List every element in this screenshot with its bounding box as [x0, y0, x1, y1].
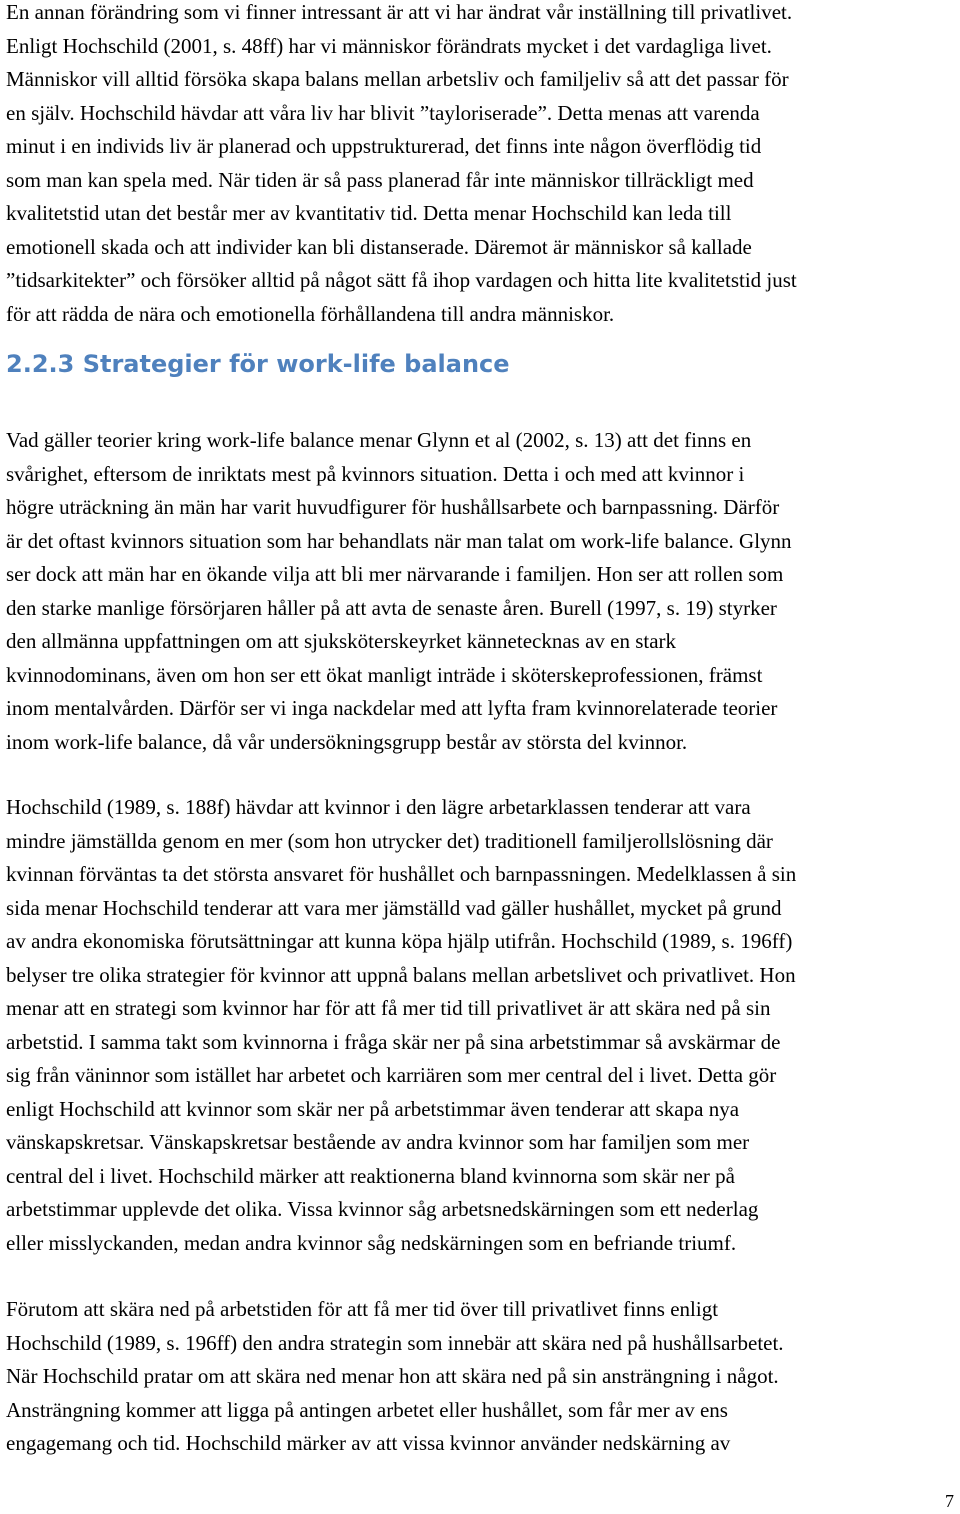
text-line: Hochschild (1989, s. 196ff) den andra strategin som innebär att skära ned på hushållsarbetet. — [6, 1330, 784, 1355]
text-line: Förutom att skära ned på arbetstiden för att få mer tid över till privatlivet finns enligt — [6, 1297, 719, 1321]
text-line: en själv. Hochschild hävdar att våra liv har blivit ”tayloriserade”. Detta menas att varenda — [6, 100, 760, 125]
paragraph-hochschild-hushall — [6, 1293, 784, 1461]
text-line: den allmänna uppfattningen om att sjuksköterskeyrket kännetecknas av en stark — [6, 629, 677, 653]
text-line: Vad gäller teorier kring work-life balance menar Glynn et al (2002, s. 13) att det finns en — [6, 428, 752, 452]
text-line: enligt Hochschild att kvinnor som skär ner på arbetstimmar även tenderar att skapa nya — [6, 1096, 740, 1121]
text-line: sig från väninnor som istället har arbetet och karriären som mer central del i livet. Detta gör — [6, 1063, 777, 1087]
text-line: central del i livet. Hochschild märker att reaktionerna bland kvinnorna som skär ner på — [6, 1163, 735, 1188]
text-line: minut i en individs liv är planerad och uppstrukturerad, det finns inte någon överflödig tid — [6, 134, 762, 158]
text-line: arbetstid. I samma takt som kvinnorna i fråga skär ner på sina arbetstimmar så avskärmar de — [6, 1029, 781, 1054]
text-line: kvinnan förväntas ta det största ansvaret för hushållet och barnpassningen. Medelklassen å sin — [6, 862, 797, 886]
text-line: mindre jämställda genom en mer (som hon utrycker det) traditionell familjerollslösning där — [6, 828, 773, 853]
text-line: engagemang och tid. Hochschild märker av att vissa kvinnor använder nedskärning av — [6, 1431, 731, 1455]
text-line: för att rädda de nära och emotionella förhållandena till andra människor. — [6, 301, 615, 326]
text-line: arbetstimmar upplevde det olika. Vissa kvinnor såg arbetsnedskärningen som ett nederlag — [6, 1197, 759, 1221]
text-line: eller misslyckanden, medan andra kvinnor såg nedskärningen som en befriande triumf. — [6, 1230, 737, 1255]
text-line: Människor vill alltid försöka skapa balans mellan arbetsliv och familjeliv så att det passar för — [6, 67, 789, 91]
text-line: vänskapskretsar. Vänskapskretsar bestående av andra kvinnor som har familjen som mer — [6, 1130, 750, 1154]
text-line: En annan förändring som vi finner intressant är att vi har ändrat vår inställning till privatlivet. — [6, 0, 793, 24]
text-line: Ansträngning kommer att ligga på antingen arbetet eller hushållet, som får mer av ens — [6, 1397, 728, 1422]
text-line: kvinnodominans, även om hon ser ett ökat manligt inträde i sköterskeprofessionen, främst — [6, 662, 763, 687]
text-line: ser dock att män har en ökande vilja att bli mer närvarande i familjen. Hon ser att rollen som — [6, 562, 784, 586]
text-line: sida menar Hochschild tenderar att vara mer jämställd vad gäller hushållet, mycket på grund — [6, 895, 782, 920]
page-number: 7 — [945, 1491, 954, 1511]
text-line: Enligt Hochschild (2001, s. 48ff) har vi människor förändrats mycket i det vardagliga livet. — [6, 33, 772, 58]
section-heading: 2.2.3 Strategier för work-life balance — [6, 350, 510, 378]
text-line: svårighet, eftersom de inriktats mest på kvinnors situation. Detta i och med att kvinnor i — [6, 461, 745, 486]
text-line: emotionell skada och att individer kan bli distanserade. Däremot är människor så kallade — [6, 234, 752, 259]
text-line: som man kan spela med. När tiden är så pass planerad får inte människor tillräckligt med — [6, 167, 754, 192]
text-line: ”tidsarkitekter” och försöker alltid på något sätt få ihop vardagen och hitta lite kvalitetstid just — [6, 268, 797, 292]
text-line: menar att en strategi som kvinnor har för att få mer tid till privatlivet är att skära ned på sin — [6, 996, 771, 1020]
text-line: inom mentalvården. Därför ser vi inga nackdelar med att lyfta fram kvinnorelaterade teorier — [6, 696, 778, 720]
paragraph-hochschild-strategier — [6, 791, 796, 1260]
text-line: Hochschild (1989, s. 188f) hävdar att kvinnor i den lägre arbetarklassen tenderar att vara — [6, 795, 751, 819]
text-line: högre uträckning än män har varit huvudfigurer för hushållsarbete och barnpassning. Därför — [6, 495, 780, 519]
text-line: När Hochschild pratar om att skära ned menar hon att skära ned på sin ansträngning i något. — [6, 1364, 779, 1388]
text-line: av andra ekonomiska förutsättningar att kunna köpa hjälp utifrån. Hochschild (1989, s. 196ff) — [6, 929, 793, 953]
text-line: kvalitetstid utan det består mer av kvantitativ tid. Detta menar Hochschild kan leda till — [6, 201, 732, 225]
text-line: inom work-life balance, då vår undersökningsgrupp består av största del kvinnor. — [6, 729, 688, 754]
text-line: är det oftast kvinnors situation som har behandlats när man talat om work-life balance. Glynn — [6, 528, 792, 553]
paragraph-work-life-balance — [6, 424, 792, 759]
text-line: den starke manlige försörjaren håller på att avta de senaste åren. Burell (1997, s. 19) styrker — [6, 595, 777, 620]
text-line: belyser tre olika strategier för kvinnor att uppnå balans mellan arbetslivet och privatlivet. Hon — [6, 962, 796, 987]
paragraph-privatlivet — [6, 0, 797, 331]
